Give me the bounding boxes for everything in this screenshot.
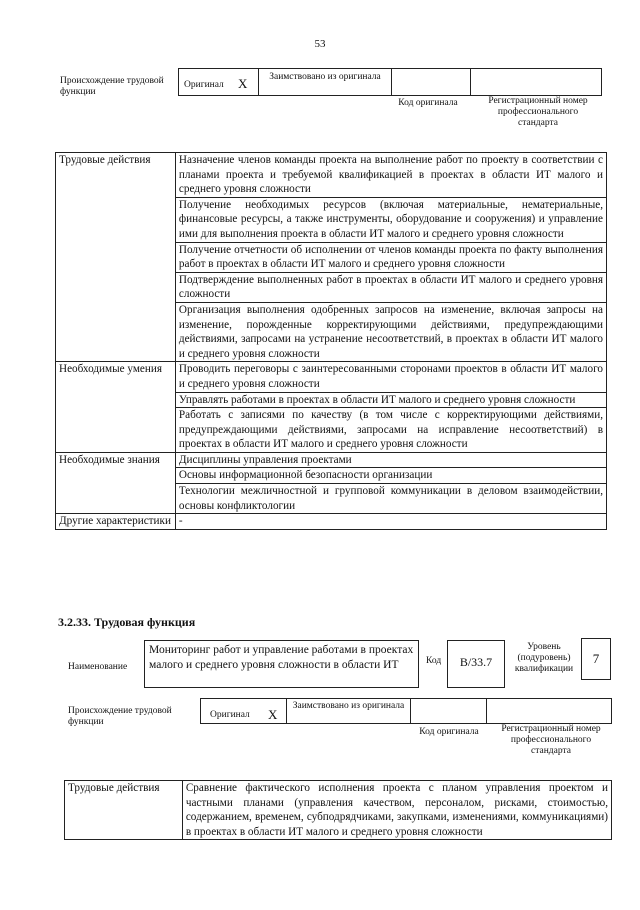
list-item: Получение необходимых ресурсов (включая материальные, нематериальные, финансовые ресурсы, а также инструменты, оборудование и сооружения) и управление ими для выполнения проекта в области ИТ малого и среднего уровня сложности [175, 197, 606, 242]
section-heading: 3.2.33. Трудовая функция [58, 615, 196, 629]
code-cell [391, 68, 471, 96]
table-row [56, 514, 607, 530]
row-label: Необходимые умения [56, 362, 176, 453]
row-label: Необходимые знания [56, 452, 176, 513]
name-label: Наименование [68, 662, 128, 672]
level-label: Уровень (подуровень) квалификации [514, 642, 574, 674]
page-number: 53 [314, 38, 326, 50]
table-row [56, 362, 607, 392]
level-value: 7 [581, 638, 611, 680]
borrowed-cell [286, 698, 411, 724]
borrowed-label: Заимствовано из оригинала [269, 72, 381, 82]
code-label: Код оригинала [419, 727, 479, 737]
row-label: Трудовые действия [65, 781, 183, 840]
original-mark: X [238, 76, 248, 91]
code-label: Код оригинала [398, 98, 458, 108]
list-item: Технологии межличностной и групповой коммуникации в деловом взаимодействии, основы конфликтологии [175, 484, 606, 514]
borrowed-cell [258, 68, 392, 96]
list-item: Основы информационной безопасности организации [175, 468, 606, 484]
list-item: Сравнение фактического исполнения проекта с планом управления проектом и частными планами (управления качеством, персоналом, рисками, стоимостью, содержанием, временем, субподрядчиками, закупками, изменениями, коммуникациями) в проектах в области ИТ малого и среднего уровня сложности [182, 781, 611, 840]
list-item: Управлять работами в проектах в области ИТ малого и среднего уровня сложности [175, 392, 606, 408]
list-item: Назначение членов команды проекта на выполнение работ по проекту в соответствии с планами проекта и требуемой квалификацией в проектах в области ИТ малого и среднего уровня сложности [175, 153, 606, 198]
table-row [56, 153, 607, 198]
labor-table-1 [55, 152, 607, 530]
list-item: Организация выполнения одобренных запросов на изменение, включая запросы на изменение, порожденные корректирующими действиями, предупреждающими действиями, запросами на устранение несоответствий, в проектах в области ИТ малого и среднего уровня сложности [175, 302, 606, 361]
list-item: Работать с записями по качеству (в том числе с корректирующими действиями, предупреждающими действиями, запросами на исправление несоответствий) в проектах в области ИТ малого и среднего уровня сложности [175, 408, 606, 453]
table-row [56, 452, 607, 468]
borrowed-label: Заимствовано из оригинала [292, 701, 405, 711]
code-cell [410, 698, 487, 724]
name-value: Мониторинг работ и управление работами в проектах малого и среднего уровня сложности в области ИТ [144, 640, 419, 688]
reg-label: Регистрационный номер профессионального стандарта [488, 96, 588, 128]
original-label: Оригинал [184, 80, 224, 90]
reg-label: Регистрационный номер профессионального стандарта [501, 724, 601, 756]
list-item: - [175, 514, 606, 530]
original-label: Оригинал [210, 710, 250, 720]
labor-table-2 [64, 780, 612, 840]
row-label: Другие характеристики [56, 514, 176, 530]
list-item: Подтверждение выполненных работ в проектах в области ИТ малого и среднего уровня сложности [175, 272, 606, 302]
original-mark: X [268, 707, 278, 722]
list-item: Получение отчетности об исполнении от членов команды проекта по факту выполнения работ в проектах в области ИТ малого и среднего уровня сложности [175, 242, 606, 272]
code-value: B/33.7 [447, 640, 505, 688]
origin-label: Происхождение трудовой функции [60, 76, 164, 97]
list-item: Проводить переговоры с заинтересованными сторонами проектов в области ИТ малого и среднего уровня сложности [175, 362, 606, 392]
table-row [65, 781, 612, 840]
row-label: Трудовые действия [56, 153, 176, 362]
list-item: Дисциплины управления проектами [175, 452, 606, 468]
code-label: Код [426, 656, 442, 666]
origin-label: Происхождение трудовой функции [68, 706, 172, 727]
